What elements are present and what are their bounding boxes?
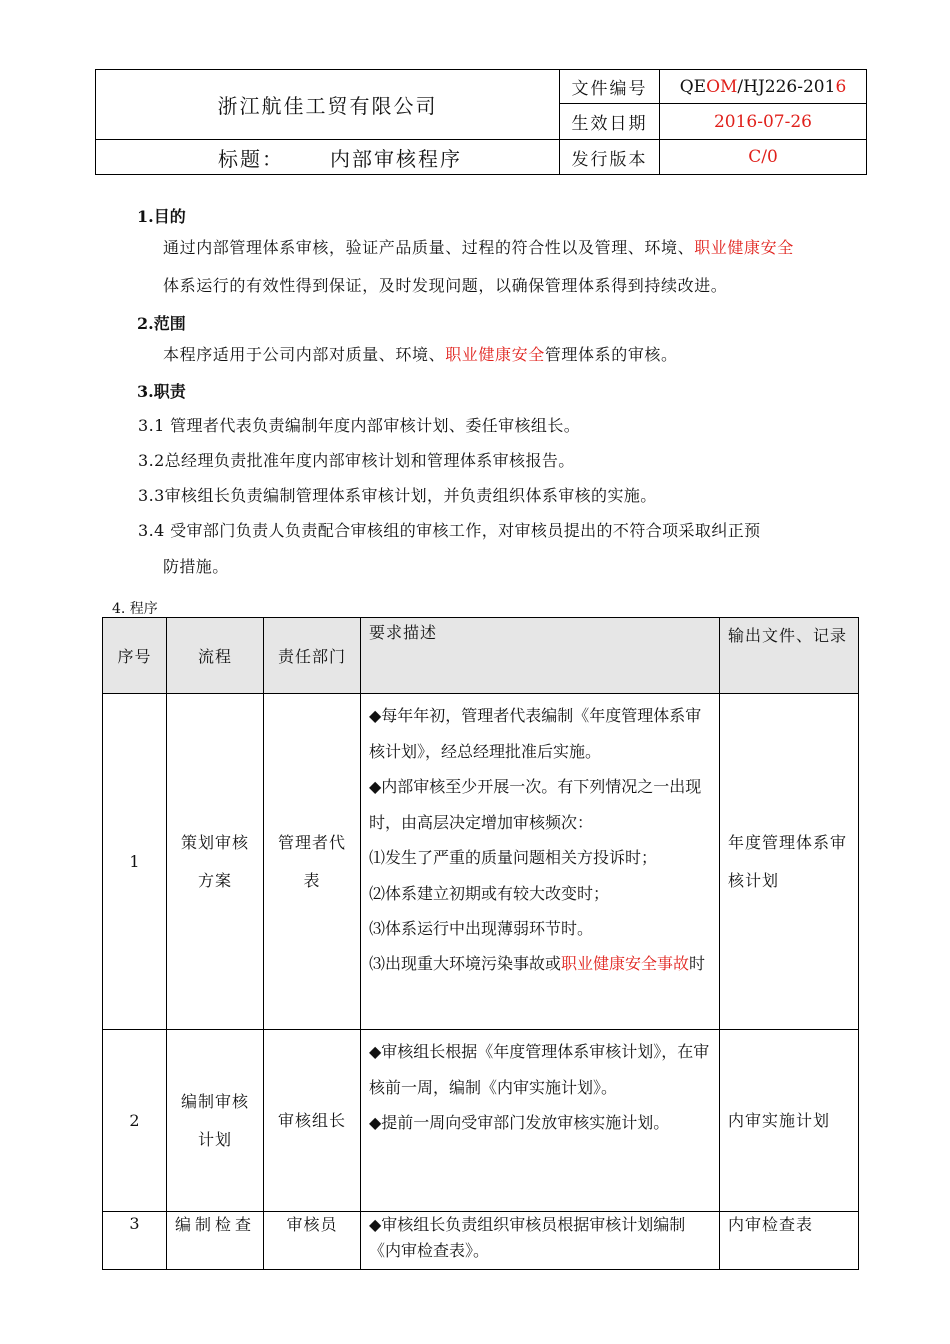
effective-date: 2016-07-26 [660, 104, 867, 140]
duty-heading: 3.职责 [137, 382, 186, 401]
duty-item: 3.4 受审部门负责人负责配合审核组的审核工作，对审核员提出的不符合项采取纠正预 [138, 521, 761, 540]
column-header: 要求描述 [361, 618, 720, 694]
flow-step: 编制检查 [167, 1212, 264, 1270]
duty-item: 3.1 管理者代表负责编制年度内部审核计划、委任审核组长。 [138, 416, 581, 435]
column-header: 输出文件、记录 [720, 618, 859, 694]
output-record: 年度管理体系审核计划 [720, 694, 859, 1030]
document-header-table [95, 69, 867, 175]
responsible-dept: 管理者代表 [264, 694, 361, 1030]
output-record: 内审实施计划 [720, 1030, 859, 1212]
responsible-dept: 审核员 [264, 1212, 361, 1270]
duty-item: 3.3审核组长负责编制管理体系审核计划，并负责组织体系审核的实施。 [138, 486, 657, 505]
output-record: 内审检查表 [720, 1212, 859, 1270]
requirement-desc: ◆审核组长根据《年度管理体系审核计划》，在审核前一周，编制《内审实施计划》。 ◆提前一周向受审部门发放审核实施计划。 [361, 1030, 720, 1212]
column-header: 流程 [167, 618, 264, 694]
row-number: 3 [103, 1212, 167, 1270]
company-name: 浙江航佳工贸有限公司 [96, 70, 560, 140]
version: C/0 [660, 140, 867, 175]
duty-item: 3.2总经理负责批准年度内部审核计划和管理体系审核报告。 [138, 451, 575, 470]
table-row [103, 1030, 859, 1212]
doc-number: QEOM/HJ226-2016 [660, 70, 867, 104]
flow-step: 策划审核方案 [167, 694, 264, 1030]
table-row [103, 694, 859, 1030]
column-header: 序号 [103, 618, 167, 694]
responsible-dept: 审核组长 [264, 1030, 361, 1212]
doc-number-label: 文件编号 [560, 70, 660, 104]
version-label: 发行版本 [560, 140, 660, 175]
scope-heading: 2.范围 [137, 314, 186, 333]
requirement-desc: ◆每年年初，管理者代表编制《年度管理体系审核计划》，经总经理批准后实施。 ◆内部审核至少开展一次。有下列情况之一出现时，由高层决定增加审核频次： ⑴发生了严重的质量问题相关方投诉时； ⑵体系建立初期或有较大改变时； ⑶体系运行中出现薄弱环节时。 ⑶出现重大环境污染事故或职业健康安全事故时 [361, 694, 720, 1030]
row-number: 1 [103, 694, 167, 1030]
procedure-table [102, 617, 859, 1270]
requirement-desc: ◆审核组长负责组织审核员根据审核计划编制《内审检查表》。 [361, 1212, 720, 1270]
document-title: 标题： 内部审核程序 [96, 140, 560, 175]
scope-text: 本程序适用于公司内部对质量、环境、职业健康安全管理体系的审核。 [163, 345, 678, 364]
table-row [103, 1212, 859, 1270]
duty-item-continued: 防措施。 [163, 557, 229, 576]
row-number: 2 [103, 1030, 167, 1212]
procedure-table-header [103, 618, 859, 694]
flow-step: 编制审核计划 [167, 1030, 264, 1212]
purpose-text: 通过内部管理体系审核，验证产品质量、过程的符合性以及管理、环境、职业健康安全 体系运行的有效性得到保证，及时发现问题，以确保管理体系得到持续改进。 [163, 238, 794, 295]
purpose-heading: 1.目的 [137, 207, 186, 226]
column-header: 责任部门 [264, 618, 361, 694]
effective-date-label: 生效日期 [560, 104, 660, 140]
procedure-title: 4. 程序 [112, 601, 158, 617]
